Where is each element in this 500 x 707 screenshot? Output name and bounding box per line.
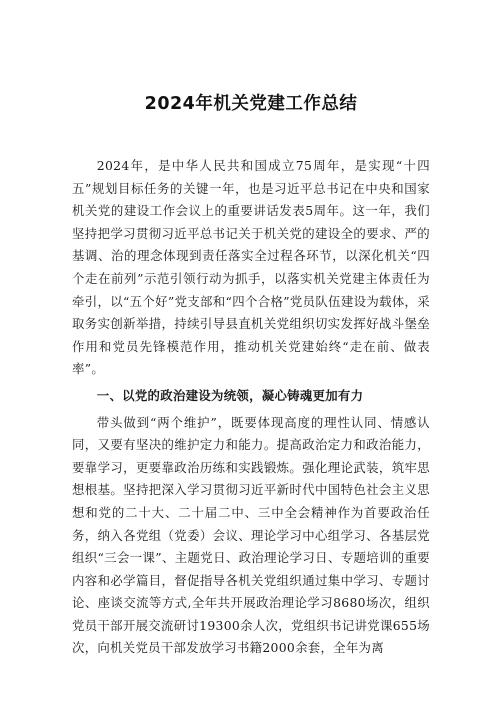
section-1-paragraph: 带头做到“两个维护”，既要体现高度的理性认同、情感认同，又要有坚决的维护定力和能力。提高政治定力和政治能力，要靠学习，更要靠政治历练和实践锻炼。强化理论武装，筑牢思想根基。坚持把深入学习贯彻习近平新时代中国特色社会主义思想和党的二十大、二十届二中、三中全会精神作为首要政治任务，纳入各党组（党委）会议、理论学习中心组学习、各基层党组织“三会一课”、主题党日、政治理论学习日、专题培训的重要内容和必学篇目，督促指导各机关党组织通过集中学习、专题讨论、座谈交流等方式,全年共开展政治理论学习8680场次，组织党员干部开展交流研讨19300余人次，党组织书记讲党课655场次，向机关党员干部发放学习书籍2000余套，全年为离 (72, 414, 430, 656)
document-title: 2024年机关党建工作总结 (144, 94, 358, 114)
section-heading-1: 一、以党的政治建设为统领，凝心铸魂更加有力 (96, 387, 364, 403)
intro-paragraph: 2024年，是中华人民共和国成立75周年，是实现“十四五”规划目标任务的关键一年，也是习近平总书记在中央和国家机关党的建设工作会议上的重要讲话发表5周年。这一年，我们坚持把学习贯彻习近平总书记关于机关党的建设全的要求、严的基调、治的理念体现到责任落实全过程各环节，以深化机关“四个走在前列”示范引领行动为抓手，以落实机关党建主体责任为牵引，以“五个好”党支部和“四个合格”党员队伍建设为载体，采取务实创新举措，持续引导县直机关党组织切实发挥好战斗堡垒作用和党员先锋模范作用，推动机关党建始终“走在前、做表率”。 (72, 158, 430, 377)
